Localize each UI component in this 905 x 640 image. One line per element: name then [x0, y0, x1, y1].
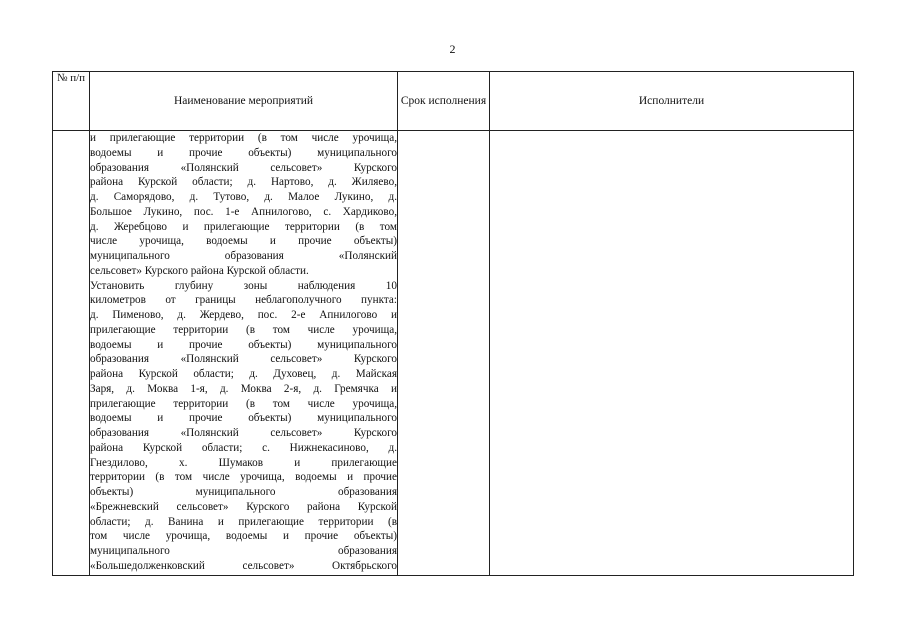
measure-text-line: километров от границы неблагополучного пункта:	[90, 294, 397, 307]
measure-text-line: района Курской области; с. Нижнекасиново, д.	[90, 441, 397, 454]
measure-text-line: водоемы и прочие объекты) муниципального	[90, 412, 397, 425]
measure-text-line: д. Жеребцово и прилегающие территории (в том	[90, 220, 397, 233]
measure-text-line: области; д. Ванина и прилегающие территории (в	[90, 515, 397, 528]
measure-text-line: водоемы и прочие объекты) муниципального	[90, 146, 397, 159]
measure-text	[90, 131, 397, 574]
measure-text-line: и прилегающие территории (в том числе урочища,	[90, 132, 397, 144]
measure-text-line: Большое Лукино, пос. 1-е Апнилогово, с. Хардиково,	[90, 205, 397, 218]
measure-text-line: объекты) муниципального образования	[90, 486, 397, 498]
measure-text-line: числе урочища, водоемы и прочие объекты)	[90, 235, 397, 248]
measure-text-line: сельсовет» Курского района Курской области.	[90, 264, 309, 277]
measure-text-line: образования «Полянский сельсовет» Курского	[90, 353, 397, 366]
measure-text-line: образования «Полянский сельсовет» Курского	[90, 427, 397, 439]
deadline-cell	[398, 131, 490, 576]
header-deadline: Срок исполнения	[398, 72, 490, 131]
measure-text-line: д. Пименово, д. Жердево, пос. 2-е Апнилогово и	[90, 309, 397, 321]
measure-text-line: водоемы и прочие объекты) муниципального	[90, 338, 397, 351]
measure-text-line: района Курской области; д. Духовец, д. Майская	[90, 368, 397, 380]
measure-text-line: территории (в том числе урочища, водоемы и прочие	[90, 471, 397, 484]
measure-text-line: том числе урочища, водоемы и прочие объекты)	[90, 530, 397, 543]
header-executors: Исполнители	[490, 72, 854, 131]
measure-text-line: прилегающие территории (в том числе урочища,	[90, 323, 397, 336]
page-number: 2	[449, 42, 456, 56]
measure-text-line: «Большедолженковский сельсовет» Октябрьского	[90, 559, 397, 572]
table-header-row	[53, 72, 854, 131]
table-row	[53, 131, 854, 576]
measure-text-line: Гнездилово, х. Шумаков и прилегающие	[90, 456, 397, 469]
measure-text-line: д. Саморядово, д. Тутово, д. Малое Лукино, д.	[90, 191, 397, 203]
header-row-number: № п/п	[53, 72, 90, 131]
measure-text-line: «Брежневский сельсовет» Курского района Курской	[90, 500, 397, 513]
measure-text-line: муниципального образования «Полянский	[90, 250, 397, 262]
measure-name-cell	[90, 131, 398, 576]
row-number-cell	[53, 131, 90, 576]
measure-text-line: муниципального образования	[90, 545, 397, 557]
measures-table	[52, 71, 854, 576]
measure-text-line: образования «Полянский сельсовет» Курского	[90, 161, 397, 174]
measure-text-line: Заря, д. Моква 1-я, д. Моква 2-я, д. Гремячка и	[90, 382, 397, 395]
header-measure-name: Наименование мероприятий	[90, 72, 398, 131]
measure-text-line: района Курской области; д. Нартово, д. Жиляево,	[90, 176, 397, 189]
executors-cell	[490, 131, 854, 576]
measure-text-line: Установить глубину зоны наблюдения 10	[90, 279, 397, 292]
measure-text-line: прилегающие территории (в том числе урочища,	[90, 397, 397, 410]
